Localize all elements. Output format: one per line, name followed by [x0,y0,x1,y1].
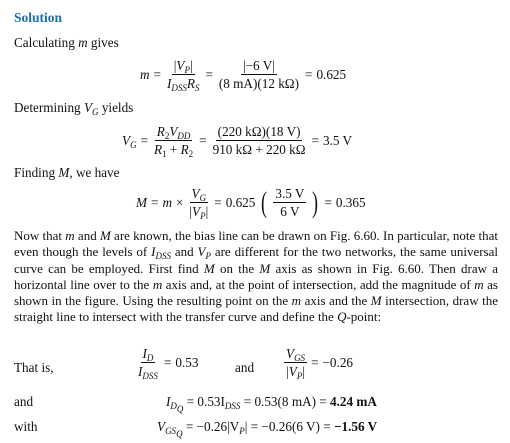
equation-vg: $V_G$ = $\frac{R_2V_{DD}}{R_1 + R_2}$ = $\frac{(220 k\Omega)(18 V)}{910 k\Omega + 220 k\Omega}$ = 3.5 V [122,124,353,159]
that-is-label: That is, [14,360,54,375]
equation-M: M = m × $\frac{V_G}{|V_P|}$ = 0.625 ( $\frac{3.5 V}{6 V}$ ) = 0.365 [136,185,366,221]
M-result: 0.365 [335,194,366,210]
fraction-voltage-divider: $\frac{R_2V_{DD}}{R_1 + R_2}$ [154,124,194,159]
m-result: 0.625 [316,66,347,82]
fraction-vg-vp: $\frac{V_G}{|V_P|}$ [189,186,209,221]
with-label: with [14,419,38,434]
equation-m: m = $\frac{|V_P|}{I_{DSS}R_S}$ = $\frac{|-6 V|}{(8 mA)(12 k\Omega)}$ = 0.625 [140,58,347,93]
fraction-vp-idss-rs: $\frac{|V_P|}{I_{DSS}R_S}$ [166,58,200,93]
explanation-paragraph: Now that m and M are known, the bias line can be drawn on Fig. 6.60. In particular, note that even though the levels of $I_{DSS}$ and $V_P$ are different for the two networks, the same universal curve can be employed. First find M on the M axis as shown in Fig. 6.60. Then draw a horizontal line over to the m axis and, at the point of intersection, add the magnitude of m as shown in the figure. Using the resulting point on the m axis and the M intersection, draw the straight line to intersect with the transfer curve and define the Q-point: [14,228,499,325]
and-label: and [14,394,34,409]
and-connector: and [235,360,255,375]
solution-heading: Solution [14,10,63,25]
vgsq-equation: $V_{GS_Q} = -0.26|V_P| = -0.26(6$ V) = −1.56 V [157,419,378,439]
step-finding-M: Finding M, we have [14,165,120,180]
ratio-vgs-vp: $\frac{V_{GS}}{|V_P|}$ = −0.26 [286,346,354,381]
fraction-vg-numeric: $\frac{(220 k\Omega)(18 V)}{910 k\Omega + 220 k\Omega}$ [212,124,306,157]
fraction-3p5-over-6: $\frac{3.5 V}{6 V}$ [275,186,305,219]
step-calculating-m: Calculating m gives [14,35,119,50]
ratio-id-idss: $\frac{I_D}{I_{DSS}}$ = 0.53 [138,346,199,381]
fraction-numeric: $\frac{|-6 V|}{(8 mA)(12 k\Omega)}$ [218,58,299,91]
step-determining-vg: Determining $V_G$ yields [14,100,134,117]
idq-equation: $I_{D_Q} = 0.53I_{DSS} = 0.53(8$ mA) = 4.24 mA [166,394,377,414]
vg-result: 3.5 V [323,132,353,148]
